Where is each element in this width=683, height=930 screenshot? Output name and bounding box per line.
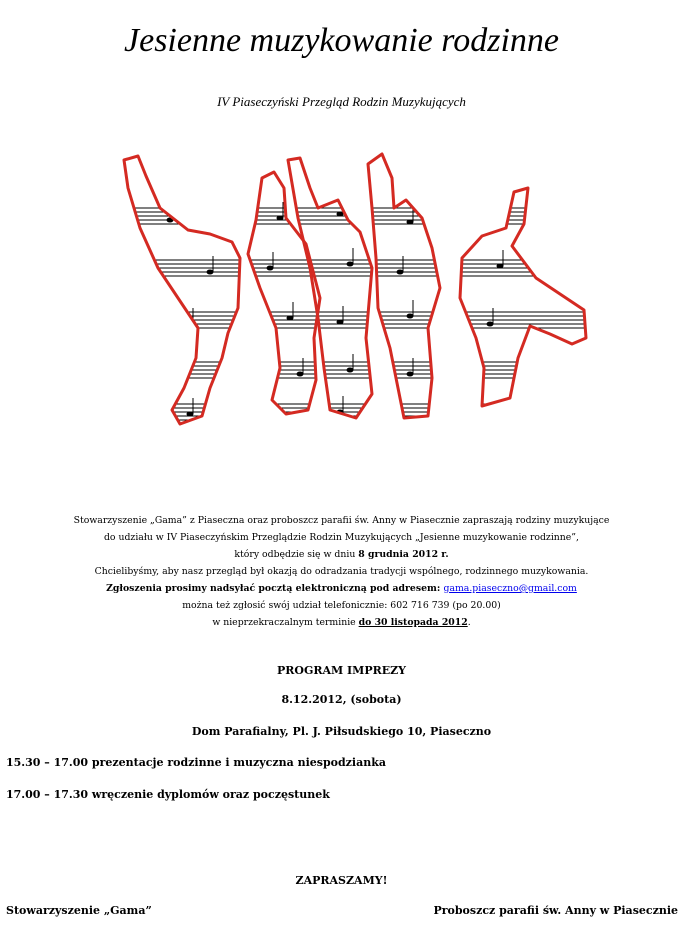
- intro-line: Chcielibyśmy, aby nasz przegląd był okazją do odradzania tradycji wspólnego, rodzinnego muzykowania.: [94, 566, 589, 577]
- invitation-closing: ZAPRASZAMY!: [295, 874, 388, 887]
- intro-line: [0, 580, 683, 597]
- email-link[interactable]: gama.piaseczno@gmail.com: [443, 583, 577, 594]
- signature-left: Stowarzyszenie „Gama”: [6, 904, 152, 917]
- intro-line: [0, 614, 683, 631]
- program-item: 17.00 – 17.30 wręczenie dyplomów oraz poczęstunek: [6, 788, 330, 801]
- invitation-text: [0, 512, 683, 631]
- program-item: 15.30 – 17.00 prezentacje rodzinne i muzyczna niespodzianka: [6, 756, 386, 769]
- registration-instruction: Zgłoszenia prosimy nadsyłać pocztą elektroniczną pod adresem:: [106, 583, 444, 594]
- intro-line-text: .: [467, 617, 471, 628]
- event-date: 8 grudnia 2012 r.: [358, 549, 449, 560]
- intro-line-text: w nieprzekraczalnym terminie: [212, 617, 359, 628]
- intro-line: Stowarzyszenie „Gama” z Piaseczna oraz proboszcz parafii św. Anny w Piasecznie zapraszają rodziny muzykujące: [73, 515, 610, 526]
- jumping-family-sheet-music-illustration: [110, 148, 600, 458]
- intro-line: [0, 546, 683, 563]
- intro-line: do udziału w IV Piaseczyńskim Przeglądzie Rodzin Muzykujących „Jesienne muzykowanie rodzinne”,: [103, 532, 579, 543]
- intro-line: można też zgłosić swój udział telefonicznie: 602 716 739 (po 20.00): [182, 600, 501, 611]
- program-heading: PROGRAM IMPREZY: [276, 664, 407, 677]
- intro-line-text: który odbędzie się w dniu: [234, 549, 359, 560]
- page-subtitle: IV Piaseczyński Przegląd Rodzin Muzykujących: [217, 94, 466, 109]
- deadline: do 30 listopada 2012: [358, 617, 468, 628]
- program-venue: Dom Parafialny, Pl. J. Piłsudskiego 10, Piaseczno: [191, 725, 492, 738]
- signature-right: Proboszcz parafii św. Anny w Piasecznie: [433, 904, 678, 917]
- page-title: Jesienne muzykowanie rodzinne: [124, 22, 559, 59]
- program-date: 8.12.2012, (sobota): [281, 693, 402, 706]
